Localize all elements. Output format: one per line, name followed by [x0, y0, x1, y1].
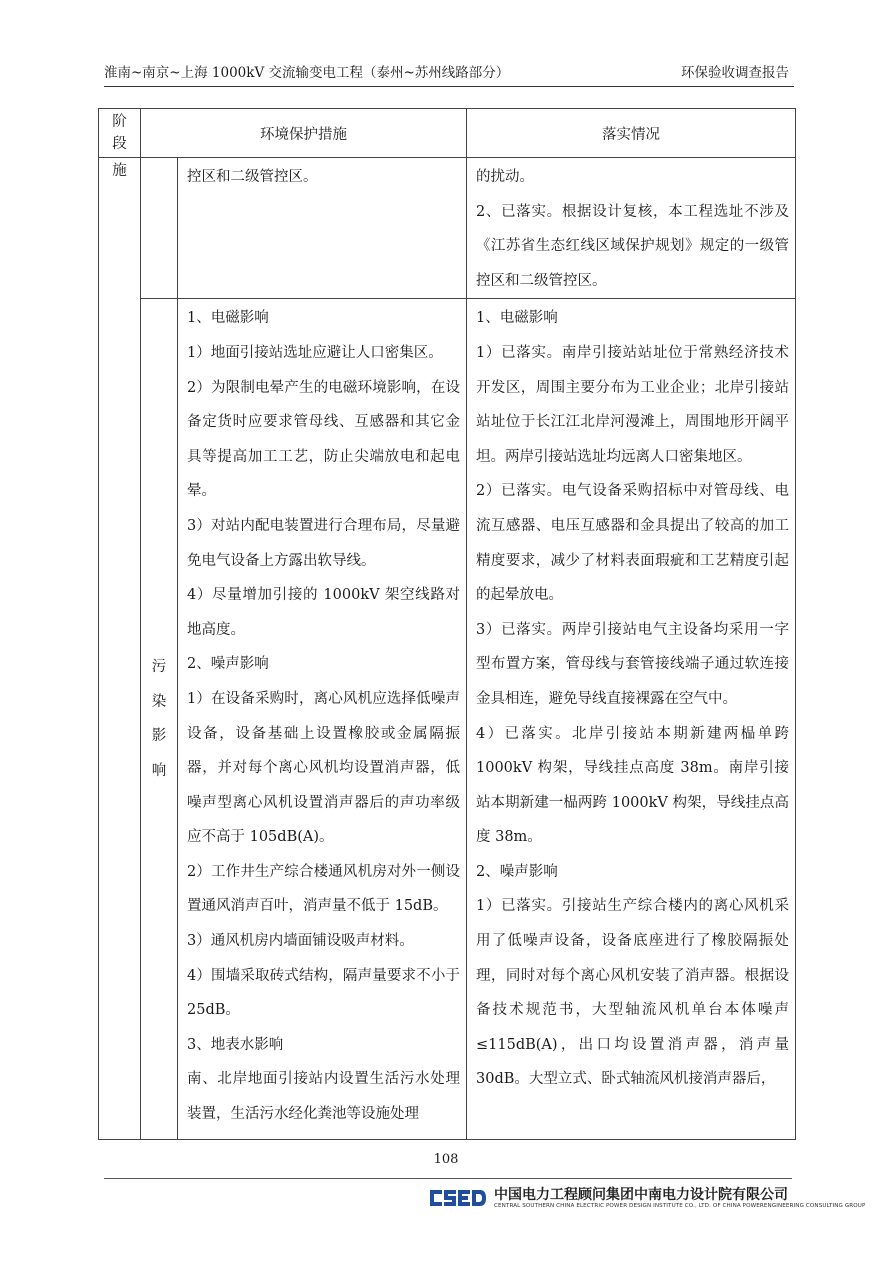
- measures-text: [178, 299, 466, 1131]
- page-header: [104, 61, 789, 85]
- page-number: 108: [433, 1152, 459, 1167]
- header-report-title: 环保验收调查报告: [681, 65, 789, 81]
- implementation-cell: [467, 158, 796, 299]
- header-measures: 环境保护措施: [141, 109, 467, 158]
- company-logo: [428, 1186, 488, 1210]
- implementation-paragraph: 2、噪声影响: [476, 863, 558, 880]
- stage-label: 施: [112, 163, 127, 179]
- implementation-paragraph: 1）已落实。引接站生产综合楼内的离心风机采用了低噪声设备，设备底座进行了橡胶隔振处理，同时对每个离心风机安装了消声器。根据设备技术规范书，大型轴流风机单台本体噪声≤115dB(A)，出口均设置消声器，消声量 30dB。大型立式、卧式轴流风机接消声器后，: [476, 898, 789, 1088]
- header-implementation: 落实情况: [467, 109, 796, 158]
- company-name-cn: 中国电力工程顾问集团中南电力设计院有限公司: [494, 1187, 788, 1203]
- implementation-paragraph: 的扰动。: [476, 169, 534, 185]
- measure-paragraph: 1）在设备采购时，离心风机应选择低噪声设备，设备基础上设置橡胶或金属隔振器，并对每个离心风机均设置消声器，低噪声型离心风机设置消声器后的声功率级应不高于 105dB(A)。: [187, 690, 460, 846]
- sub-category-char: 污: [151, 659, 167, 676]
- measure-paragraph: 3、地表水影响: [187, 1036, 284, 1053]
- implementation-paragraph: 1、电磁影响: [476, 310, 558, 327]
- table-row: [99, 299, 796, 1140]
- implementation-paragraph: 3）已落实。两岸引接站电气主设备均采用一字型布置方案，管母线与套管接线端子通过软连接金具相连，避免导线直接裸露在空气中。: [476, 621, 789, 707]
- implementation-paragraph: 2）已落实。电气设备采购招标中对管母线、电流互感器、电压互感器和金具提出了较高的加工精度要求，减少了材料表面瑕疵和工艺精度引起的起晕放电。: [476, 483, 789, 604]
- measure-paragraph: 3）通风机房内墙面铺设吸声材料。: [187, 933, 414, 950]
- sub-category-char: 影: [151, 728, 167, 745]
- measure-paragraph: 2）工作井生产综合楼通风机房对外一侧设置通风消声百叶，消声量不低于 15dB。: [187, 863, 460, 915]
- measure-paragraph: 2）为限制电晕产生的电磁环境影响，在设备定货时应要求管母线、互感器和其它金具等提高加工工艺，防止尖端放电和起电晕。: [187, 379, 460, 500]
- measure-paragraph: 控区和二级管控区。: [187, 169, 318, 185]
- header-project-title: 淮南~南京~上海 1000kV 交流输变电工程（泰州~苏州线路部分）: [104, 65, 510, 81]
- measure-paragraph: 南、北岸地面引接站内设置生活污水处理装置，生活污水经化粪池等设施处理: [187, 1071, 460, 1123]
- measures-cell: [178, 158, 467, 299]
- implementation-paragraph: 1）已落实。南岸引接站站址位于常熟经济技术开发区，周围主要分布为工业企业；北岸引接站站址位于长江江北岸河漫滩上，周围地形开阔平坦。两岸引接站选址均远离人口密集地区。: [476, 344, 789, 465]
- header-divider: [104, 86, 794, 87]
- sub-category-cell: [141, 299, 178, 1140]
- measure-paragraph: 4）尽量增加引接的 1000kV 架空线路对地高度。: [187, 587, 460, 638]
- measure-paragraph: 1）地面引接站选址应避让人口密集区。: [187, 344, 443, 361]
- header-stage: [99, 109, 141, 158]
- measures-text: [178, 158, 466, 195]
- implementation-paragraph: 2、已落实。根据设计复核，本工程选址不涉及《江苏省生态红线区域保护规划》规定的一级管控区和二级管控区。: [476, 203, 789, 289]
- sub-category-label: [141, 650, 177, 788]
- sub-category-char: 染: [151, 693, 167, 710]
- header-stage-label: 阶段: [112, 114, 127, 152]
- measure-paragraph: 3）对站内配电装置进行合理布局，尽量避免电气设备上方露出软导线。: [187, 517, 460, 569]
- implementation-cell: [467, 299, 796, 1140]
- implementation-text: [467, 299, 795, 1097]
- implementation-paragraph: 4）已落实。北岸引接站本期新建两榀单跨 1000kV 构架，导线挂点高度 38m。南岸引接站本期新建一榀两跨 1000kV 构架，导线挂点高度 38m。: [476, 725, 789, 846]
- table-row: [99, 158, 796, 299]
- sub-category-char: 响: [151, 762, 167, 779]
- measure-paragraph: 4）围墙采取砖式结构，隔声量要求不小于 25dB。: [187, 967, 460, 1019]
- stage-cell: [99, 158, 141, 1140]
- measures-table: [98, 108, 796, 1140]
- measures-cell: [178, 299, 467, 1140]
- measure-paragraph: 2、噪声影响: [187, 656, 269, 673]
- sub-category-cell-empty: [141, 158, 178, 299]
- measure-paragraph: 1、电磁影响: [187, 310, 269, 327]
- company-name-en: CENTRAL SOUTHERN CHINA ELECTRIC POWER DESIGN INSTITUTE CO., LTD. OF CHINA POWERENGINEERING CONSULTING GROUP: [494, 1203, 866, 1209]
- footer-divider: [104, 1178, 792, 1179]
- table-header-row: [99, 109, 796, 158]
- implementation-text: [467, 158, 795, 298]
